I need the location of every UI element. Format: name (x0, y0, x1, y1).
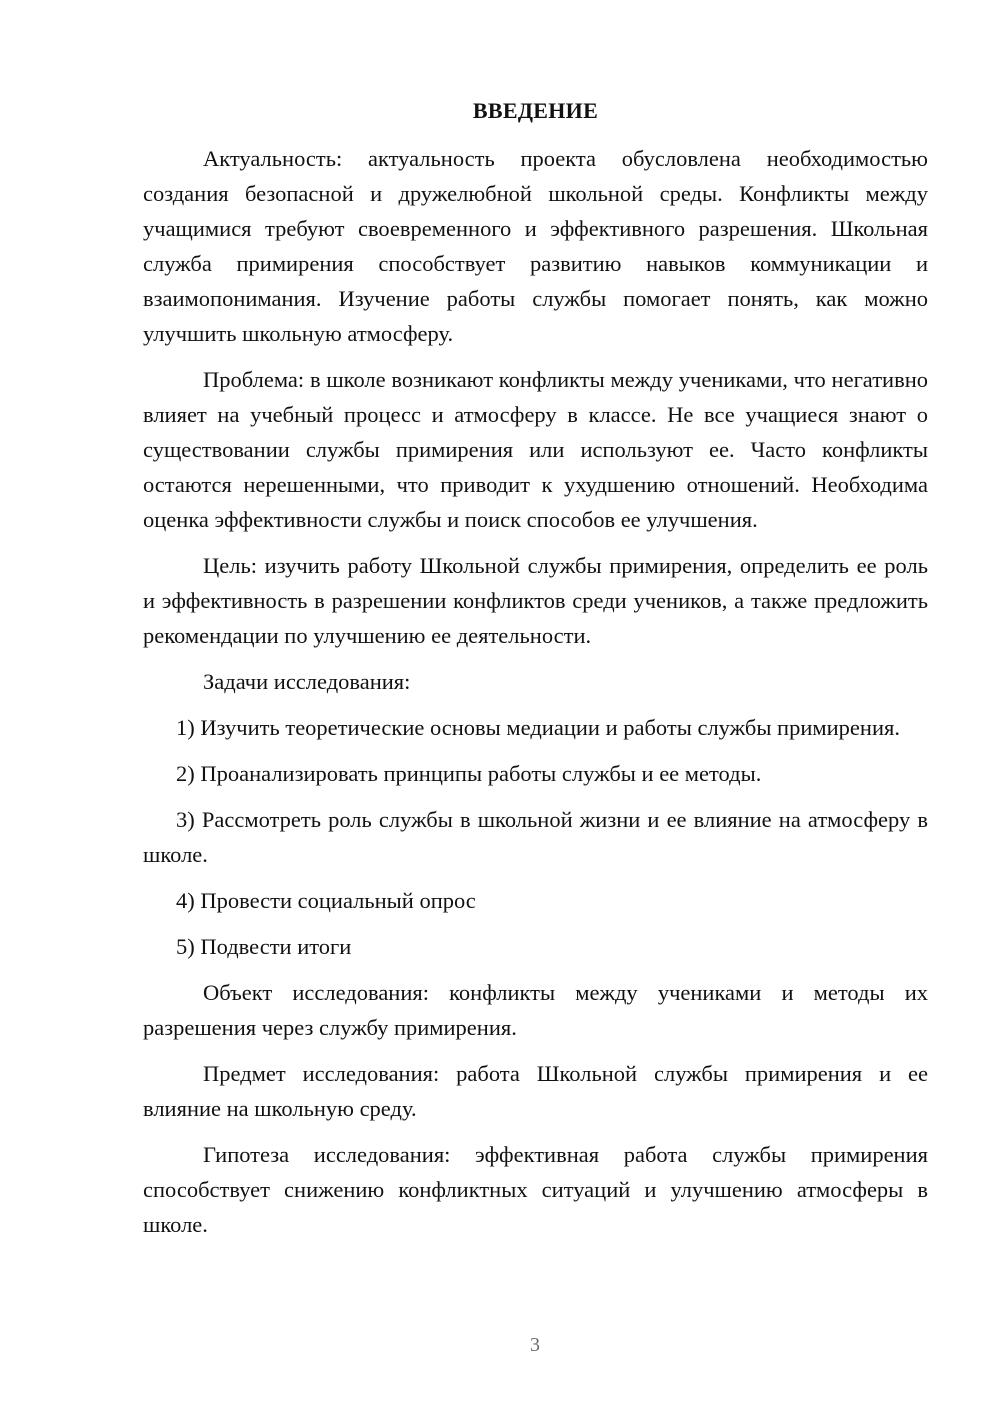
subject-paragraph: Предмет исследования: работа Школьной службы примирения и ее влияние на школьную среду. (143, 1061, 928, 1121)
goal-paragraph: Цель: изучить работу Школьной службы примирения, определить ее роль и эффективность в разрешении конфликтов среди учеников, а также предложить рекомендации по улучшению ее деятельности. (143, 553, 928, 648)
tasks-heading: Задачи исследования: (203, 669, 411, 694)
relevance-paragraph: Актуальность: актуальность проекта обусловлена необходимостью создания безопасной и дружелюбной школьной среды. Конфликты между учащимися требуют своевременного и эффективного разрешения. Школьная служба примирения способствует развитию навыков коммуникации и взаимопонимания. Изучение работы службы помогает понять, как можно улучшить школьную атмосферу. (143, 146, 928, 346)
task-item-5: 5) Подвести итоги (176, 934, 352, 959)
task-item-2: 2) Проанализировать принципы работы службы и ее методы. (176, 761, 762, 786)
hypothesis-paragraph: Гипотеза исследования: эффективная работа службы примирения способствует снижению конфликтных ситуаций и улучшению атмосферы в школе. (143, 1142, 928, 1237)
task-item-3: 3) Рассмотреть роль службы в школьной жизни и ее влияние на атмосферу в школе. (143, 807, 928, 867)
task-item-4: 4) Провести социальный опрос (176, 888, 476, 913)
document-body (143, 93, 928, 1253)
section-title: ВВЕДЕНИЕ (472, 98, 599, 123)
problem-paragraph: Проблема: в школе возникают конфликты между учениками, что негативно влияет на учебный процесс и атмосферу в классе. Не все учащиеся знают о существовании службы примирения или используют ее. Часто конфликты остаются нерешенными, что приводит к ухудшению отношений. Необходима оценка эффективности службы и поиск способов ее улучшения. (143, 367, 928, 532)
object-paragraph: Объект исследования: конфликты между учениками и методы их разрешения через службу примирения. (143, 980, 928, 1040)
task-item-1: 1) Изучить теоретические основы медиации и работы службы примирения. (176, 715, 900, 740)
page-number: 3 (530, 1334, 540, 1356)
